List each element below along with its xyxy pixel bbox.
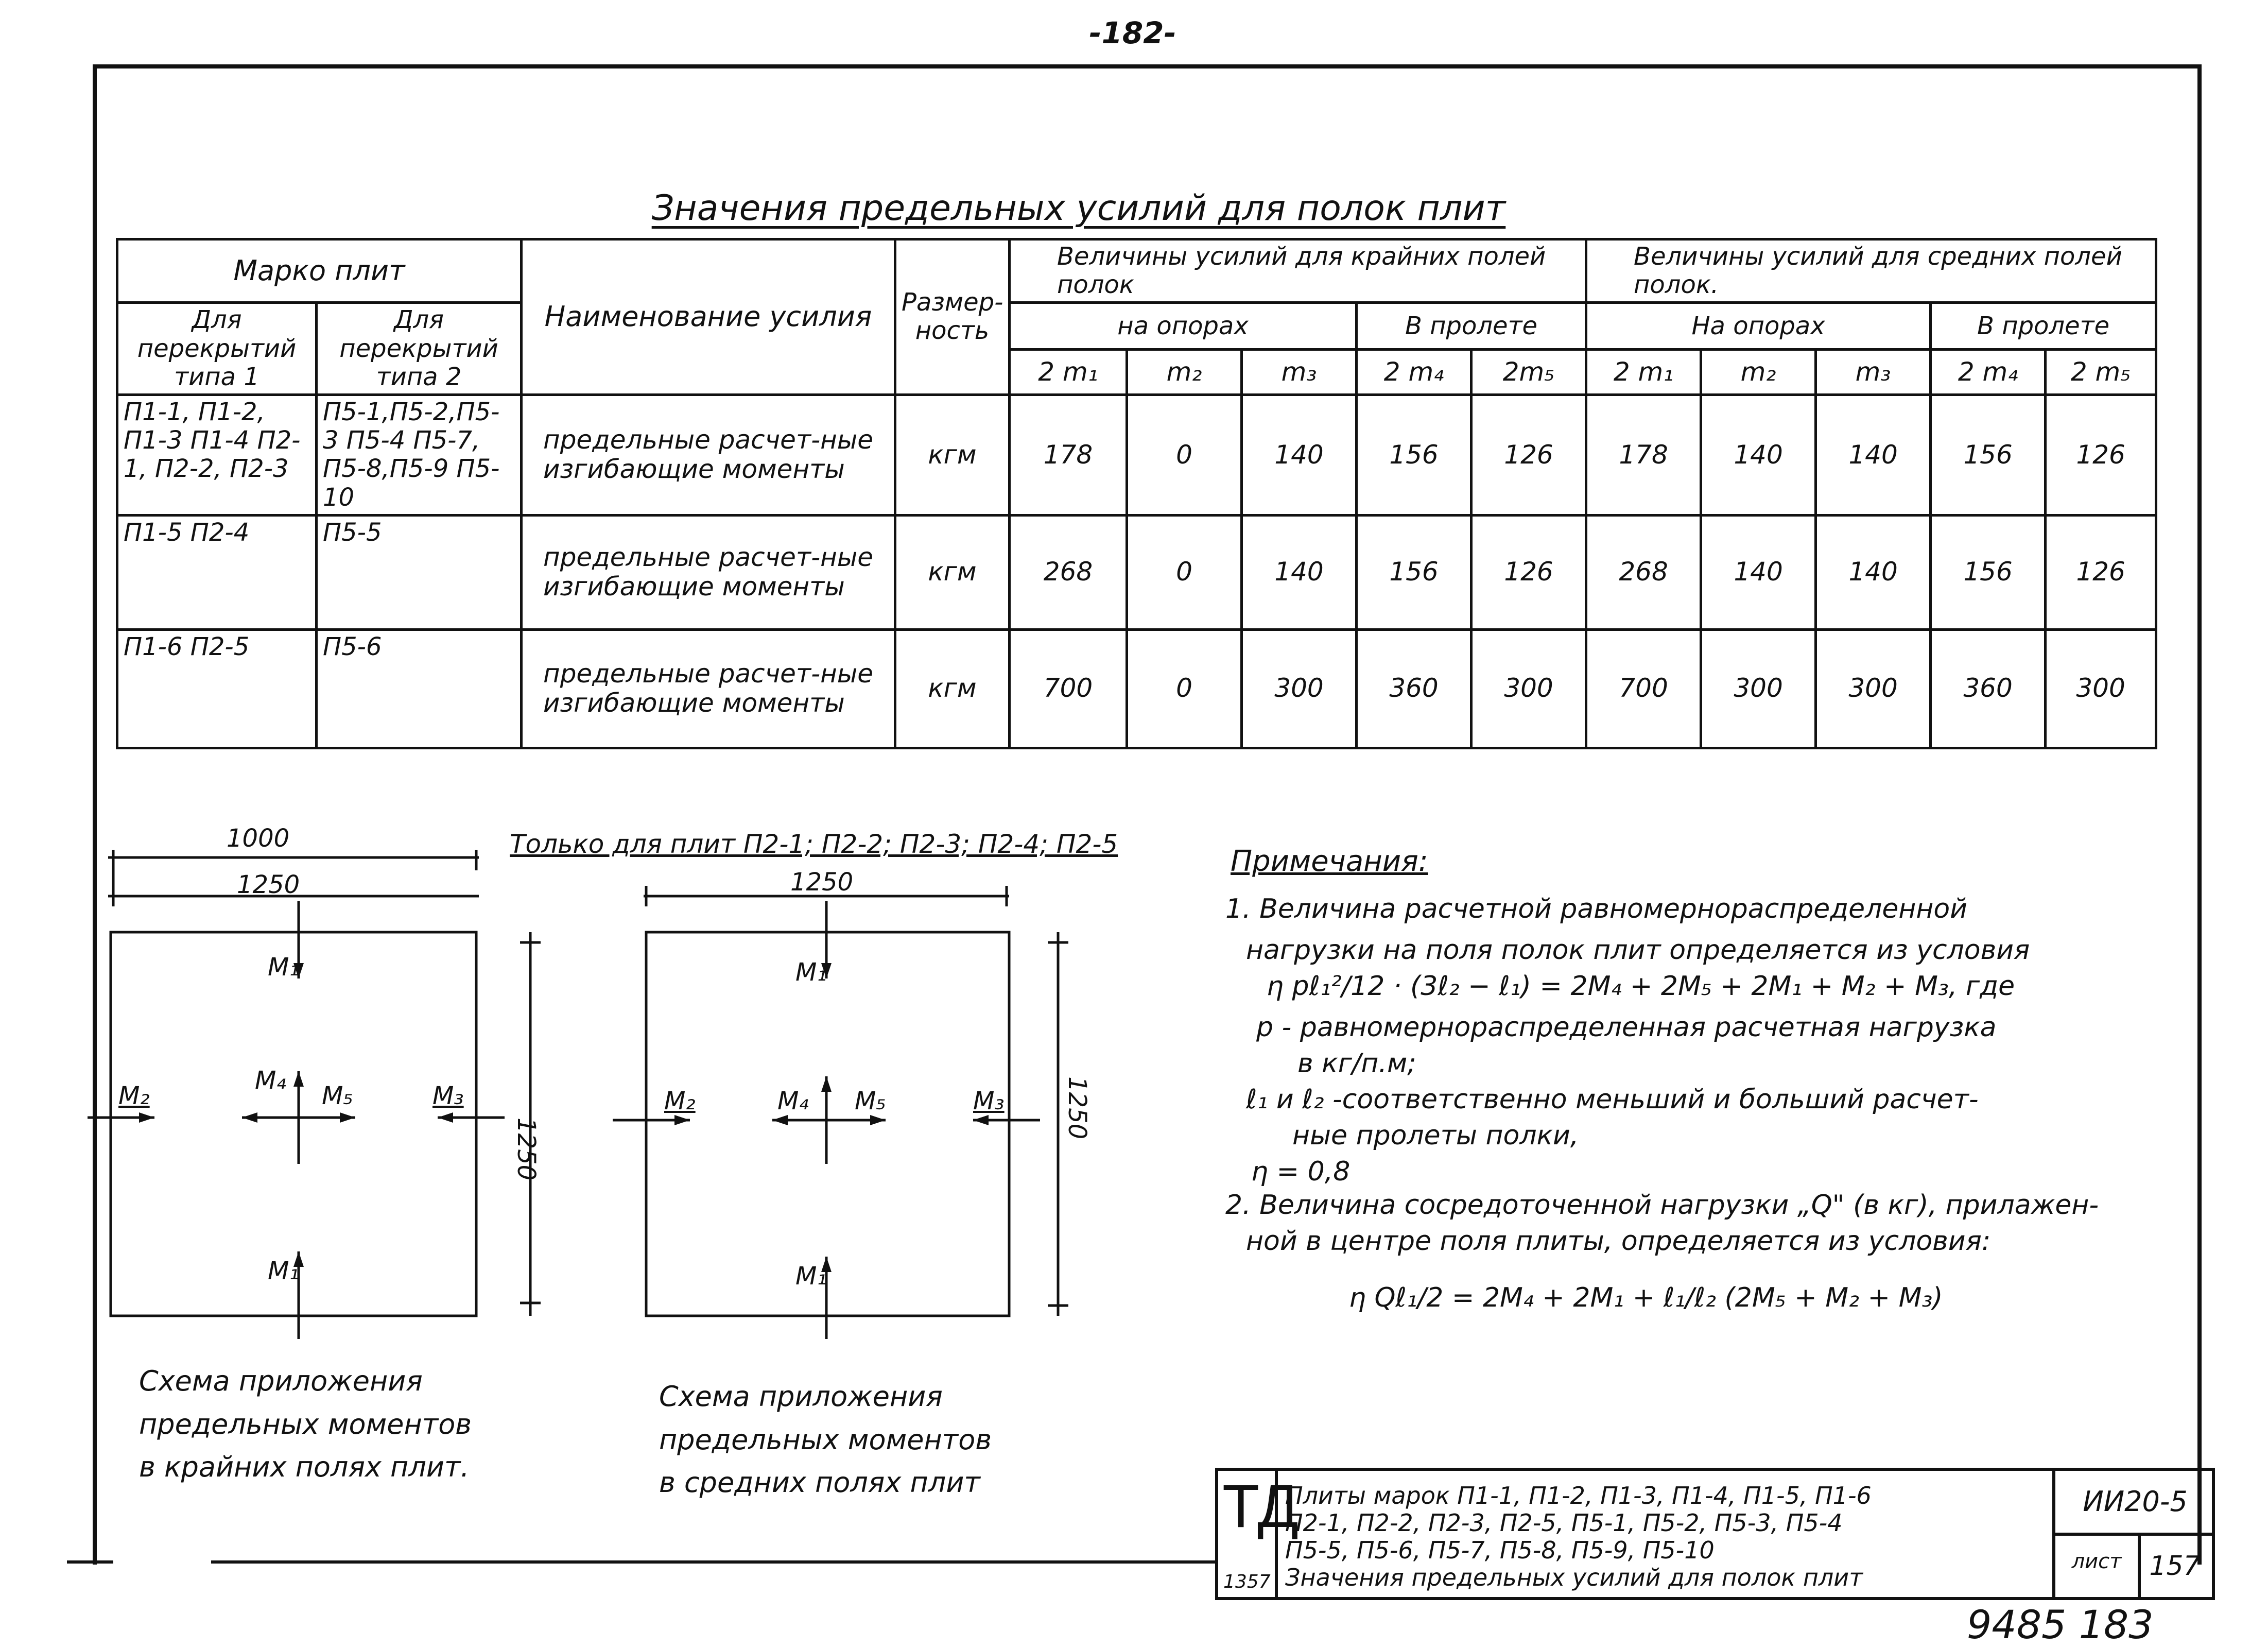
caption-line: в крайних полях плит. <box>139 1451 470 1484</box>
caption-line: предельных моментов <box>659 1423 992 1456</box>
title-block <box>1215 1468 2215 1600</box>
td-logo-text: ТД <box>1222 1472 1299 1540</box>
scheme1-m1-bottom: M₁ <box>268 1257 299 1285</box>
scheme2-dim-side: 1250 <box>1063 1076 1092 1140</box>
note-line: η Qℓ₁/2 = 2M₄ + 2M₁ + ℓ₁/ℓ₂ (2M₅ + M₂ + M₃) <box>1349 1282 1943 1313</box>
col-header: m₂ <box>1701 350 1816 395</box>
col-header: 2 m₁ <box>1586 350 1701 395</box>
cell-dim: кгм <box>895 515 1010 629</box>
col-header: 2 m₄ <box>1357 350 1471 395</box>
col-header: m₃ <box>1816 350 1931 395</box>
handwritten-number: 9485 183 <box>1967 1602 2154 1647</box>
sheet-number: 157 <box>2149 1551 2201 1582</box>
scheme2-heading: Только для плит П2-1; П2-2; П2-3; П2-4; П2-5 <box>510 829 1118 859</box>
cell-value: 140 <box>1701 394 1816 515</box>
col-header: 2m₅ <box>1471 350 1586 395</box>
cell-dim: кгм <box>895 629 1010 748</box>
note-line: ℓ₁ и ℓ₂ -соответственно меньший и больший расчет- <box>1246 1084 1979 1115</box>
cell-value: 300 <box>1471 629 1586 748</box>
header-marka: Марко плит <box>117 239 522 303</box>
cell-value: 178 <box>1010 394 1127 515</box>
caption-line: предельных моментов <box>139 1407 472 1440</box>
header-krai-prol: В пролете <box>1357 303 1586 350</box>
cell-tip2: П5-5 <box>317 515 522 629</box>
scheme2-dim-top: 1250 <box>790 868 854 897</box>
header-krai-opor: на опорах <box>1010 303 1357 350</box>
scheme2-m1-top: M₁ <box>795 958 827 987</box>
scheme2-m1-bottom: M₁ <box>795 1262 827 1291</box>
cell-name: предельные расчет-ные изгибающие моменты <box>522 515 895 629</box>
caption-line: в средних полях плит <box>659 1466 980 1499</box>
cell-value: 700 <box>1586 629 1701 748</box>
notes-heading: Примечания: <box>1231 845 1428 878</box>
note-line: η = 0,8 <box>1251 1156 1351 1187</box>
note-line: нагрузки на поля полок плит определяется из условия <box>1246 935 2030 966</box>
scheme2-m2: M₂ <box>664 1087 696 1115</box>
cell-value: 700 <box>1010 629 1127 748</box>
cell-tip1: П1-6 П2-5 <box>117 629 317 748</box>
cell-dim: кгм <box>895 394 1010 515</box>
scheme1-m4: M₄ <box>255 1066 286 1095</box>
scheme1-caption <box>139 1360 472 1489</box>
frame-bottom-left-line <box>67 1560 113 1564</box>
scheme1-m2: M₂ <box>118 1082 150 1110</box>
note-line: η pℓ₁²/12 · (3ℓ₂ − ℓ₁) = 2M₄ + 2M₅ + 2M₁ + M₂ + M₃, где <box>1267 971 2015 1002</box>
cell-name: предельные расчет-ные изгибающие моменты <box>522 394 895 515</box>
cell-value: 360 <box>1931 629 2046 748</box>
td-logo-number: 1357 <box>1223 1571 1271 1592</box>
cell-value: 156 <box>1357 515 1471 629</box>
cell-value: 178 <box>1586 394 1701 515</box>
header-tip2: Для перекрытий типа 2 <box>317 303 522 395</box>
cell-value: 140 <box>1242 394 1357 515</box>
cell-value: 268 <box>1010 515 1127 629</box>
cell-tip1: П1-1, П1-2, П1-3 П1-4 П2-1, П2-2, П2-3 <box>117 394 317 515</box>
cell-value: 140 <box>1701 515 1816 629</box>
sheet-label: лист <box>2052 1536 2141 1597</box>
col-header: 2 m₅ <box>2046 350 2156 395</box>
note-line: p - равномернораспределенная расчетная нагрузка <box>1256 1012 1997 1043</box>
note-line: ные пролеты полки, <box>1292 1120 1579 1151</box>
cell-value: 140 <box>1816 515 1931 629</box>
td-logo <box>1218 1471 1299 1597</box>
cell-value: 360 <box>1357 629 1471 748</box>
cell-value: 126 <box>1471 515 1586 629</box>
cell-value: 268 <box>1586 515 1701 629</box>
note-line: 1. Величина расчетной равномернораспределенной <box>1225 894 1967 924</box>
cell-value: 300 <box>1242 629 1357 748</box>
frame-bottom-line <box>211 1560 1215 1564</box>
scheme1-m1-top: M₁ <box>268 953 299 982</box>
cell-value: 156 <box>1357 394 1471 515</box>
page-number: -182- <box>1089 15 1176 50</box>
table-row <box>117 394 2156 515</box>
col-header: 2 m₄ <box>1931 350 2046 395</box>
title-block-line: П5-5, П5-6, П5-7, П5-8, П5-9, П5-10 <box>1285 1536 1715 1564</box>
cell-name: предельные расчет-ные изгибающие моменты <box>522 629 895 748</box>
cell-tip2: П5-1,П5-2,П5-3 П5-4 П5-7, П5-8,П5-9 П5-10 <box>317 394 522 515</box>
header-krai: Величины усилий для крайних полей полок <box>1010 239 1586 303</box>
header-sred-prol: В пролете <box>1931 303 2156 350</box>
cell-tip1: П1-5 П2-4 <box>117 515 317 629</box>
header-tip1: Для перекрытий типа 1 <box>117 303 317 395</box>
document-code: ИИ20-5 <box>2052 1471 2215 1536</box>
cell-value: 0 <box>1127 515 1242 629</box>
note-line: в кг/п.м; <box>1297 1048 1416 1079</box>
table-row <box>117 629 2156 748</box>
caption-line: Схема приложения <box>139 1365 423 1397</box>
cell-value: 156 <box>1931 394 2046 515</box>
cell-value: 126 <box>1471 394 1586 515</box>
scheme2-m3: M₃ <box>973 1087 1005 1115</box>
title-block-line: Значения предельных усилий для полок плит <box>1285 1563 1863 1591</box>
col-header: m₂ <box>1127 350 1242 395</box>
note-line: ной в центре поля плиты, определяется из условия: <box>1246 1226 1991 1257</box>
page-title: Значения предельных усилий для полок плит <box>651 188 1506 229</box>
title-block-text <box>1285 1482 2047 1591</box>
header-sred-opor: На опорах <box>1586 303 1931 350</box>
caption-line: Схема приложения <box>659 1380 943 1413</box>
col-header: m₃ <box>1242 350 1357 395</box>
header-sred: Величины усилий для средних полей полок. <box>1586 239 2156 303</box>
scheme1-dim-side: 1250 <box>512 1118 541 1181</box>
cell-value: 0 <box>1127 629 1242 748</box>
limit-forces-table <box>116 238 2157 749</box>
note-line: 2. Величина сосредоточенной нагрузки „Q" (в кг), прилажен- <box>1225 1190 2099 1221</box>
cell-value: 156 <box>1931 515 2046 629</box>
header-dim: Размер-ность <box>895 239 1010 395</box>
cell-value: 126 <box>2046 515 2156 629</box>
scheme2-m5: M₅ <box>855 1087 886 1115</box>
scheme1-dim-1250: 1250 <box>237 870 300 899</box>
scheme1-m3: M₃ <box>432 1082 464 1110</box>
scheme2-m4: M₄ <box>777 1087 809 1115</box>
table-row <box>117 515 2156 629</box>
scheme1-dim-1000: 1000 <box>227 824 290 853</box>
scheme2-caption <box>659 1375 992 1504</box>
scheme1-m5: M₅ <box>322 1082 353 1110</box>
cell-value: 300 <box>1701 629 1816 748</box>
cell-value: 300 <box>2046 629 2156 748</box>
cell-tip2: П5-6 <box>317 629 522 748</box>
title-block-line: П2-1, П2-2, П2-3, П2-5, П5-1, П5-2, П5-3, П5-4 <box>1285 1508 1843 1537</box>
cell-value: 140 <box>1242 515 1357 629</box>
cell-value: 140 <box>1816 394 1931 515</box>
title-block-line: Плиты марок П1-1, П1-2, П1-3, П1-4, П1-5, П1-6 <box>1285 1482 1872 1509</box>
cell-value: 0 <box>1127 394 1242 515</box>
col-header: 2 m₁ <box>1010 350 1127 395</box>
cell-value: 126 <box>2046 394 2156 515</box>
header-name: Наименование усилия <box>522 239 895 395</box>
cell-value: 300 <box>1816 629 1931 748</box>
